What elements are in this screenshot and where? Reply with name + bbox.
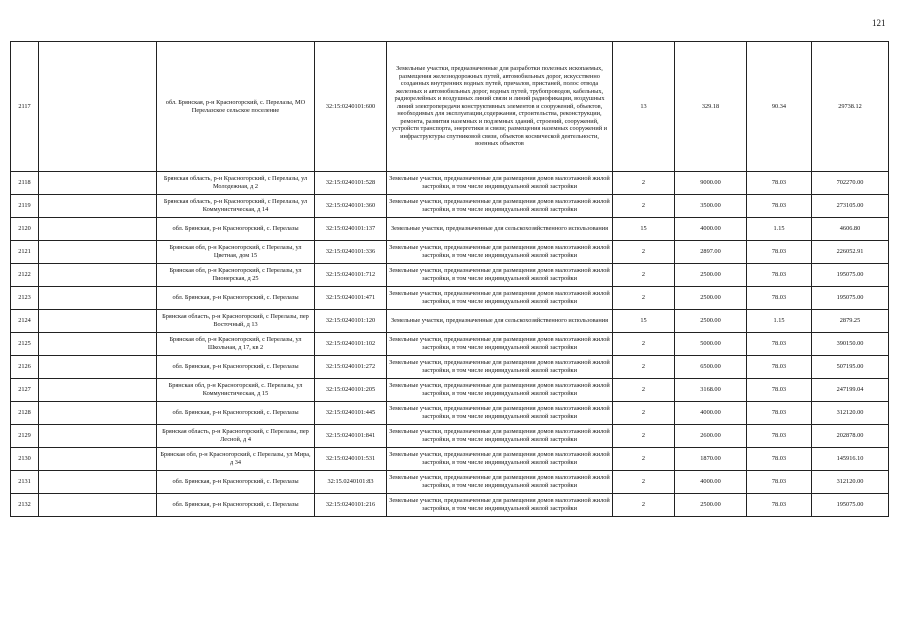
row-number-cell: 2132 <box>11 494 39 517</box>
area-cell: 5000.00 <box>675 333 747 356</box>
cadastral-value-cell: 507195.00 <box>812 356 889 379</box>
row-number-cell: 2117 <box>11 42 39 172</box>
land-use-cell: Земельные участки, предназначенные для размещения домов малоэтажной жилой застройки, в том числе индивидуальной жилой застройки <box>387 264 613 287</box>
cadastral-number-cell: 32:15:0240101:445 <box>315 402 387 425</box>
cadastral-number-cell: 32:15:0240101:205 <box>315 379 387 402</box>
blank-cell <box>39 310 157 333</box>
area-cell: 2600.00 <box>675 425 747 448</box>
area-cell: 2500.00 <box>675 494 747 517</box>
table-row <box>11 195 889 218</box>
cadastral-value-cell: 145916.10 <box>812 448 889 471</box>
row-number-cell: 2131 <box>11 471 39 494</box>
land-use-cell: Земельные участки, предназначенные для размещения домов малоэтажной жилой застройки, в том числе индивидуальной жилой застройки <box>387 356 613 379</box>
cadastral-number-cell: 32:15:0240101:120 <box>315 310 387 333</box>
address-cell: Брянская область, р-н Красногорский, с Перелазы, пер Лесной, д 4 <box>157 425 315 448</box>
blank-cell <box>39 402 157 425</box>
table-body <box>11 42 889 517</box>
land-use-cell: Земельные участки, предназначенные для размещения домов малоэтажной жилой застройки, в том числе индивидуальной жилой застройки <box>387 494 613 517</box>
cadastral-number-cell: 32:15:0240101:272 <box>315 356 387 379</box>
area-cell: 329.18 <box>675 42 747 172</box>
land-use-cell: Земельные участки, предназначенные для размещения домов малоэтажной жилой застройки, в том числе индивидуальной жилой застройки <box>387 448 613 471</box>
cadastral-value-cell: 202878.00 <box>812 425 889 448</box>
land-use-cell: Земельные участки, предназначенные для сельскохозяйственного использования <box>387 310 613 333</box>
cadastral-number-cell: 32:15:0240101:528 <box>315 172 387 195</box>
rate-cell: 78.03 <box>747 471 812 494</box>
address-cell: Брянская обл, р-н Красногорский, с Перелазы, ул Цветная, дом 15 <box>157 241 315 264</box>
table-row <box>11 241 889 264</box>
land-use-cell: Земельные участки, предназначенные для размещения домов малоэтажной жилой застройки, в том числе индивидуальной жилой застройки <box>387 172 613 195</box>
cadastral-value-cell: 247199.04 <box>812 379 889 402</box>
area-cell: 3168.00 <box>675 379 747 402</box>
address-cell: Брянская обл, р-н Красногорский, с. Перелазы, ул Коммунистическая, д 15 <box>157 379 315 402</box>
category-code-cell: 2 <box>613 333 675 356</box>
row-number-cell: 2129 <box>11 425 39 448</box>
cadastral-number-cell: 32:15:0240101:360 <box>315 195 387 218</box>
category-code-cell: 2 <box>613 494 675 517</box>
blank-cell <box>39 218 157 241</box>
row-number-cell: 2122 <box>11 264 39 287</box>
land-parcels-table <box>10 41 889 517</box>
blank-cell <box>39 494 157 517</box>
row-number-cell: 2123 <box>11 287 39 310</box>
area-cell: 4000.00 <box>675 218 747 241</box>
blank-cell <box>39 425 157 448</box>
cadastral-value-cell: 195075.00 <box>812 494 889 517</box>
category-code-cell: 2 <box>613 172 675 195</box>
row-number-cell: 2126 <box>11 356 39 379</box>
table-row <box>11 471 889 494</box>
cadastral-number-cell: 32:15:0240101:102 <box>315 333 387 356</box>
cadastral-number-cell: 32:15:0240101:712 <box>315 264 387 287</box>
address-cell: Брянская обл, р-н Красногорский, с Перелазы, ул Школьная, д 17, кв 2 <box>157 333 315 356</box>
table-row <box>11 494 889 517</box>
land-use-cell: Земельные участки, предназначенные для размещения домов малоэтажной жилой застройки, в том числе индивидуальной жилой застройки <box>387 379 613 402</box>
area-cell: 4000.00 <box>675 471 747 494</box>
page-number: 121 <box>872 18 886 28</box>
table-row <box>11 287 889 310</box>
rate-cell: 1.15 <box>747 218 812 241</box>
row-number-cell: 2124 <box>11 310 39 333</box>
category-code-cell: 2 <box>613 195 675 218</box>
category-code-cell: 2 <box>613 425 675 448</box>
address-cell: обл. Брянская, р-н Красногорский, с. Перелазы <box>157 287 315 310</box>
row-number-cell: 2120 <box>11 218 39 241</box>
cadastral-number-cell: 32:15:0240101:137 <box>315 218 387 241</box>
area-cell: 6500.00 <box>675 356 747 379</box>
row-number-cell: 2121 <box>11 241 39 264</box>
land-use-cell: Земельные участки, предназначенные для размещения домов малоэтажной жилой застройки, в том числе индивидуальной жилой застройки <box>387 241 613 264</box>
table-row <box>11 402 889 425</box>
row-number-cell: 2118 <box>11 172 39 195</box>
cadastral-number-cell: 32:15:0240101:600 <box>315 42 387 172</box>
land-use-cell: Земельные участки, предназначенные для размещения домов малоэтажной жилой застройки, в том числе индивидуальной жилой застройки <box>387 195 613 218</box>
rate-cell: 78.03 <box>747 241 812 264</box>
area-cell: 9000.00 <box>675 172 747 195</box>
address-cell: Брянская область, р-н Красногорский, с Перелазы, ул Молодежная, д 2 <box>157 172 315 195</box>
rate-cell: 78.03 <box>747 172 812 195</box>
cadastral-value-cell: 273105.00 <box>812 195 889 218</box>
table-row <box>11 356 889 379</box>
rate-cell: 78.03 <box>747 402 812 425</box>
category-code-cell: 2 <box>613 287 675 310</box>
blank-cell <box>39 287 157 310</box>
blank-cell <box>39 264 157 287</box>
row-number-cell: 2119 <box>11 195 39 218</box>
rate-cell: 90.34 <box>747 42 812 172</box>
table-row <box>11 264 889 287</box>
address-cell: обл. Брянская, р-н Красногорский, с. Перелазы <box>157 471 315 494</box>
cadastral-number-cell: 32:15:0240101:471 <box>315 287 387 310</box>
area-cell: 4000.00 <box>675 402 747 425</box>
cadastral-number-cell: 32:15:0240101:216 <box>315 494 387 517</box>
rate-cell: 78.03 <box>747 356 812 379</box>
cadastral-number-cell: 32:15.0240101:83 <box>315 471 387 494</box>
rate-cell: 78.03 <box>747 195 812 218</box>
rate-cell: 78.03 <box>747 494 812 517</box>
rate-cell: 78.03 <box>747 264 812 287</box>
table-row <box>11 333 889 356</box>
address-cell: обл. Брянская, р-н Красногорский, с. Перелазы, МО Перелазское сельское поселение <box>157 42 315 172</box>
address-cell: Брянская обл, р-н Красногорский, с Перелазы, ул Пионерская, д 25 <box>157 264 315 287</box>
blank-cell <box>39 356 157 379</box>
category-code-cell: 2 <box>613 264 675 287</box>
area-cell: 2500.00 <box>675 310 747 333</box>
rate-cell: 78.03 <box>747 333 812 356</box>
category-code-cell: 15 <box>613 310 675 333</box>
cadastral-value-cell: 195075.00 <box>812 287 889 310</box>
address-cell: Брянская обл, р-н Красногорский, с Перелазы, ул Мира, д 34 <box>157 448 315 471</box>
row-number-cell: 2130 <box>11 448 39 471</box>
cadastral-number-cell: 32:15:0240101:531 <box>315 448 387 471</box>
cadastral-value-cell: 312120.00 <box>812 471 889 494</box>
table-row <box>11 218 889 241</box>
cadastral-value-cell: 312120.00 <box>812 402 889 425</box>
land-use-cell: Земельные участки, предназначенные для разработки полезных ископаемых, размещения железнодорожных путей, автомобильных дорог, искусственно созданных внутренних водных путей, причалов, пристаней, полос отвода железных и автомобильных дорог, водных путей, трубопроводов, кабельных, радиорелейных и воздушных линий связи и линий радиофикации, воздушных линий электропередачи конструктивных элементов и сооружений, объектов, необходимых для эксплуатации,содержания, строительства, реконструкции, ремонта, развития наземных и подземных зданий, строений, сооружений, устройств транспорта, энергетики и связи; размещения наземных сооружений и инфраструктуры спутниковой связи, объектов космической деятельности, военных объектов <box>387 42 613 172</box>
area-cell: 3500.00 <box>675 195 747 218</box>
land-use-cell: Земельные участки, предназначенные для размещения домов малоэтажной жилой застройки, в том числе индивидуальной жилой застройки <box>387 402 613 425</box>
blank-cell <box>39 195 157 218</box>
cadastral-value-cell: 2879.25 <box>812 310 889 333</box>
table-row <box>11 172 889 195</box>
category-code-cell: 2 <box>613 448 675 471</box>
rate-cell: 78.03 <box>747 287 812 310</box>
row-number-cell: 2127 <box>11 379 39 402</box>
table-row <box>11 379 889 402</box>
rate-cell: 78.03 <box>747 379 812 402</box>
rate-cell: 78.03 <box>747 425 812 448</box>
address-cell: обл. Брянская, р-н Красногорский, с. Перелазы <box>157 218 315 241</box>
land-use-cell: Земельные участки, предназначенные для размещения домов малоэтажной жилой застройки, в том числе индивидуальной жилой застройки <box>387 333 613 356</box>
land-use-cell: Земельные участки, предназначенные для сельскохозяйственного использования <box>387 218 613 241</box>
blank-cell <box>39 241 157 264</box>
cadastral-value-cell: 702270.00 <box>812 172 889 195</box>
cadastral-value-cell: 195075.00 <box>812 264 889 287</box>
cadastral-value-cell: 226052.91 <box>812 241 889 264</box>
category-code-cell: 2 <box>613 356 675 379</box>
row-number-cell: 2125 <box>11 333 39 356</box>
category-code-cell: 2 <box>613 471 675 494</box>
blank-cell <box>39 333 157 356</box>
cadastral-value-cell: 390150.00 <box>812 333 889 356</box>
rate-cell: 1.15 <box>747 310 812 333</box>
category-code-cell: 2 <box>613 402 675 425</box>
row-number-cell: 2128 <box>11 402 39 425</box>
blank-cell <box>39 172 157 195</box>
address-cell: Брянская область, р-н Красногорский, с Перелазы, пер Восточный, д 13 <box>157 310 315 333</box>
blank-cell <box>39 379 157 402</box>
category-code-cell: 2 <box>613 379 675 402</box>
address-cell: обл. Брянская, р-н Красногорский, с. Перелазы <box>157 494 315 517</box>
address-cell: обл. Брянская, р-н Красногорский, с. Перелазы <box>157 402 315 425</box>
rate-cell: 78.03 <box>747 448 812 471</box>
cadastral-number-cell: 32:15:0240101:336 <box>315 241 387 264</box>
table-row <box>11 448 889 471</box>
table-row <box>11 42 889 172</box>
land-use-cell: Земельные участки, предназначенные для размещения домов малоэтажной жилой застройки, в том числе индивидуальной жилой застройки <box>387 425 613 448</box>
area-cell: 2500.00 <box>675 264 747 287</box>
category-code-cell: 15 <box>613 218 675 241</box>
land-use-cell: Земельные участки, предназначенные для размещения домов малоэтажной жилой застройки, в том числе индивидуальной жилой застройки <box>387 471 613 494</box>
cadastral-number-cell: 32:15:0240101:841 <box>315 425 387 448</box>
area-cell: 1870.00 <box>675 448 747 471</box>
blank-cell <box>39 42 157 172</box>
area-cell: 2897.00 <box>675 241 747 264</box>
cadastral-value-cell: 29738.12 <box>812 42 889 172</box>
category-code-cell: 13 <box>613 42 675 172</box>
blank-cell <box>39 448 157 471</box>
table-row <box>11 425 889 448</box>
category-code-cell: 2 <box>613 241 675 264</box>
address-cell: обл. Брянская, р-н Красногорский, с. Перелазы <box>157 356 315 379</box>
address-cell: Брянская область, р-н Красногорский, с Перелазы, ул Коммунистическая, д 14 <box>157 195 315 218</box>
table-row <box>11 310 889 333</box>
area-cell: 2500.00 <box>675 287 747 310</box>
cadastral-value-cell: 4606.80 <box>812 218 889 241</box>
land-use-cell: Земельные участки, предназначенные для размещения домов малоэтажной жилой застройки, в том числе индивидуальной жилой застройки <box>387 287 613 310</box>
blank-cell <box>39 471 157 494</box>
